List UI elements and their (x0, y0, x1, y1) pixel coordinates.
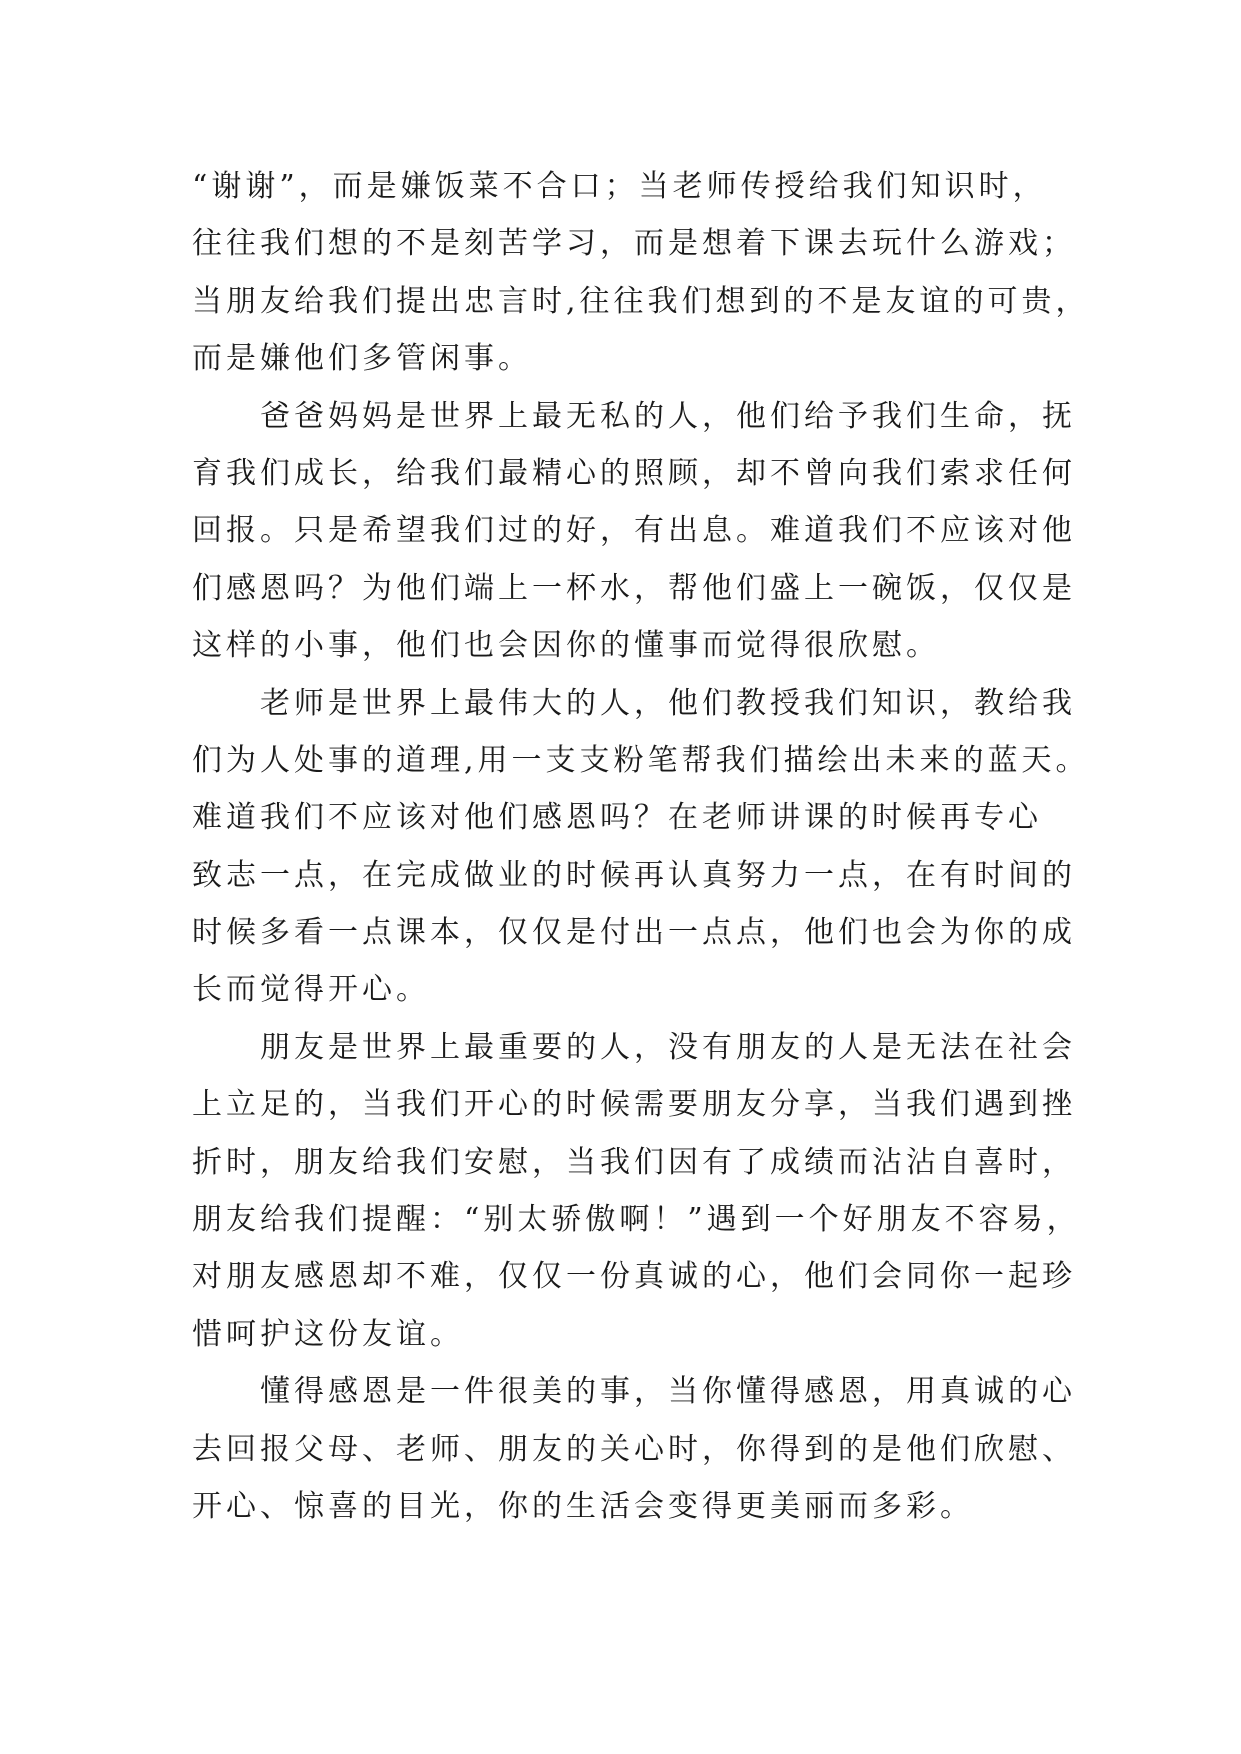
text-line: 折时，朋友给我们安慰，当我们因有了成绩而沾沾自喜时， (192, 1144, 1076, 1180)
text-line: 时候多看一点课本，仅仅是付出一点点，他们也会为你的成 (192, 915, 1076, 951)
text-line: 上立足的，当我们开心的时候需要朋友分享，当我们遇到挫 (192, 1087, 1076, 1123)
text-line: 难道我们不应该对他们感恩吗？在老师讲课的时候再专心 (192, 800, 1042, 836)
text-line: 往往我们想的不是刻苦学习，而是想着下课去玩什么游戏； (192, 226, 1076, 262)
text-line: 对朋友感恩却不难，仅仅一份真诚的心，他们会同你一起珍 (192, 1259, 1076, 1295)
text-line: 育我们成长，给我们最精心的照顾，却不曾向我们索求任何 (192, 455, 1076, 491)
text-line: 惜呵护这份友谊。 (192, 1316, 464, 1352)
paragraph-start-line: 朋友是世界上最重要的人，没有朋友的人是无法在社会 (260, 1029, 1076, 1065)
paragraph-start-line: 爸爸妈妈是世界上最无私的人，他们给予我们生命，抚 (260, 398, 1076, 434)
text-line: 去回报父母、老师、朋友的关心时，你得到的是他们欣慰、 (192, 1431, 1076, 1467)
text-line: 致志一点，在完成做业的时候再认真努力一点，在有时间的 (192, 857, 1076, 893)
document-body (192, 158, 1092, 1535)
text-line: 朋友给我们提醒：“别太骄傲啊！”遇到一个好朋友不容易， (192, 1202, 1081, 1238)
text-line: 们感恩吗？为他们端上一杯水，帮他们盛上一碗饭，仅仅是 (192, 570, 1076, 606)
text-line: 而是嫌他们多管闲事。 (192, 341, 532, 377)
text-line: 回报。只是希望我们过的好，有出息。难道我们不应该对他 (192, 513, 1076, 549)
paragraph-start-line: 老师是世界上最伟大的人，他们教授我们知识，教给我 (260, 685, 1076, 721)
text-line: 们为人处事的道理,用一支支粉笔帮我们描绘出未来的蓝天。 (192, 742, 1090, 778)
text-line: 开心、惊喜的目光，你的生活会变得更美丽而多彩。 (192, 1488, 974, 1524)
text-line: “谢谢”，而是嫌饭菜不合口；当老师传授给我们知识时， (192, 169, 1047, 204)
text-line: 长而觉得开心。 (192, 972, 430, 1008)
paragraph-start-line: 懂得感恩是一件很美的事，当你懂得感恩，用真诚的心 (260, 1374, 1076, 1410)
text-line: 这样的小事，他们也会因你的懂事而觉得很欣慰。 (192, 628, 940, 664)
text-line: 当朋友给我们提出忠言时,往往我们想到的不是友谊的可贵， (192, 283, 1090, 319)
